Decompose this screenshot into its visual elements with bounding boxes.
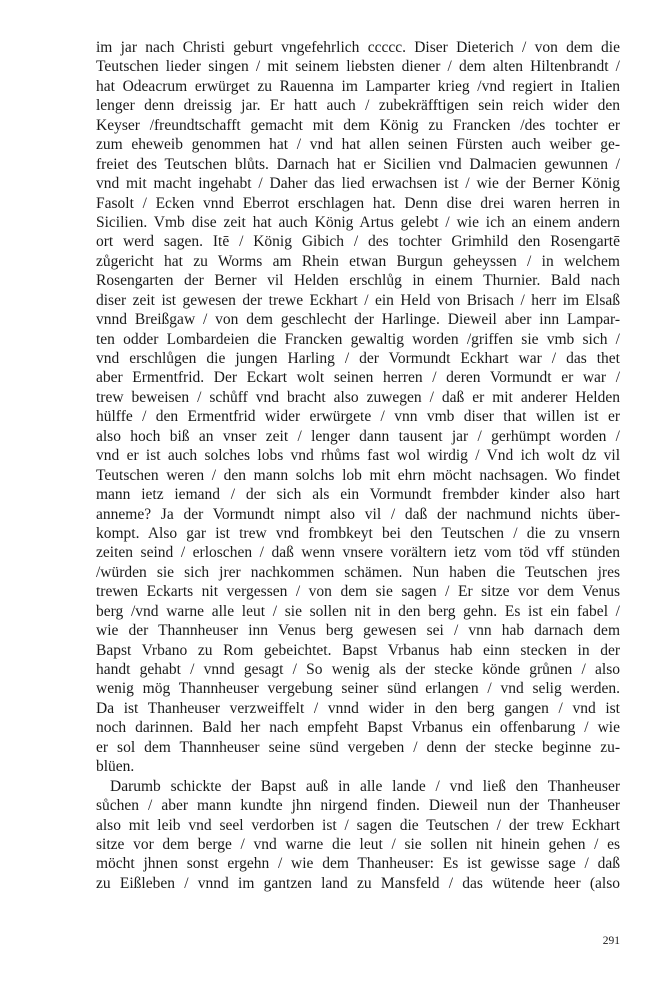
text-line: /würden sie sich jrer nachkommen schämen. Nun haben die Teutschen jres — [96, 563, 620, 581]
text-line: berg /vnd warne alle leut / sie sollen nit in den berg gehn. Es ist ein fabel / — [96, 602, 620, 620]
text-line: wenig mög Thannheuser vergebung seiner sünd erlangen / vnd selig werden. — [96, 680, 620, 698]
text-line: möcht jhnen sonst ergehn / wie dem Thanheuser: Es ist gewisse sage / daß — [96, 855, 620, 873]
text-line: anneme? Ja der Vormundt nimpt also vil / daß der nachmund nichts über- — [96, 505, 620, 523]
text-line: handt gehabt / vnnd gesagt / So wenig als der stecke könde grůnen / also — [96, 661, 620, 678]
text-line: Rosengarten der Berner vil Helden erschlůg in einem Thurnier. Bald nach — [96, 272, 620, 290]
text-line: kompt. Also gar ist trew vnd frombkeyt bei den Teutschen / die zu vnsern — [96, 524, 620, 542]
text-line: hülffe / den Ermentfrid wider erwürgete / vnn vmb diser that willen ist er — [96, 408, 620, 426]
page-body — [96, 38, 620, 893]
text-line: Teutschen weren / den mann solchs lob mit ehrn möcht nachsagen. Wo findet — [96, 466, 620, 484]
text-line: trewen Eckarts nit vergessen / von dem sie sagen / Er sitze vor dem Venus — [96, 583, 620, 601]
text-line: vnd erschlůgen die jungen Harling / der Vormundt Eckhart war / das thet — [96, 350, 620, 367]
text-line: also mit leib vnd seel verdorben ist / sagen die Teutschen / der trew Eckhart — [96, 816, 620, 834]
text-line: Da ist Thanheuser verzweiffelt / vnnd wider in den berg gangen / vnd ist — [96, 699, 620, 717]
text-line: ten odder Lombardeien die Francken gewaltig worden /griffen sie vmb sich / — [96, 330, 620, 348]
text-line: freiet des Teutschen blůts. Darnach hat er Sicilien vnd Dalmacien gewunnen / — [96, 155, 620, 173]
text-line: er sol dem Thannheuser seine sünd vergeben / denn der stecke beginne zu- — [96, 738, 620, 756]
text-line: sůchen / aber mann kundte jhn nirgend finden. Dieweil nun der Thanheuser — [96, 797, 620, 815]
text-line: ort werd sagen. Itē / König Gibich / des tochter Grimhild den Rosengartē — [96, 233, 620, 251]
text-line: also hoch biß an vnser zeit / lenger dann tausent jar / gerhümpt worden / — [96, 427, 620, 445]
text-line: sitze vor dem berge / vnd warne die leut / sie sollen nit hinein gehen / es — [96, 835, 620, 853]
text-line: zum eheweib genommen hat / vnd hat allen seinen Fürsten auch weiber ge- — [96, 136, 620, 154]
text-line: zůgericht hat zu Worms am Rhein etwan Burgun geheyssen / in welchem — [96, 252, 620, 270]
text-line: blüen. — [96, 758, 135, 776]
text-line: Sicilien. Vmb dise zeit hat auch König Artus gelebt / wie ich an einem andern — [96, 213, 620, 231]
text-line: Keyser /freundtschafft gemacht mit dem König zu Francken /des tochter er — [96, 116, 620, 134]
text-line: mann ietz iemand / der sich als ein Vormundt frembder kinder also hart — [96, 486, 620, 504]
text-line: vnd mit macht ingehabt / Daher das lied erwachsen ist / wie der Berner König — [96, 175, 620, 193]
text-line: trew beweisen / schůff vnd bracht also zuwegen / daß er mit anderer Helden — [96, 388, 620, 406]
text-line: Darumb schickte der Bapst auß in alle lande / vnd ließ den Thanheuser — [110, 777, 620, 795]
page-number: 291 — [602, 935, 620, 947]
text-line: diser zeit ist gewesen der trewe Eckhart / ein Held von Brisach / herr im Elsaß — [96, 291, 620, 309]
text-line: noch darinnen. Bald her nach empfeht Bapst Vrbanus ein offenbarung / wie — [96, 719, 620, 737]
text-line: im jar nach Christi geburt vngefehrlich ccccc. Diser Dieterich / von dem die — [96, 39, 620, 56]
text-line: Teutschen lieder singen / mit seinem liebsten diener / dem alten Hiltenbrandt / — [96, 58, 620, 76]
text-line: zu Eißleben / vnnd im gantzen land zu Mansfeld / das wütende heer (also — [96, 874, 620, 892]
text-line: vnnd Breißgaw / von dem geschlecht der Harlinge. Dieweil aber inn Lampar- — [96, 311, 620, 329]
text-line: aber Ermentfrid. Der Eckart wolt seinen herren / deren Vormundt er war / — [96, 369, 620, 387]
paragraph — [96, 38, 620, 777]
paragraph — [96, 777, 620, 894]
text-line: wie der Thannheuser inn Venus berg gewesen sei / vnn hab darnach dem — [96, 622, 620, 640]
text-line: lenger denn dreissig jar. Er hatt auch / zubekräfftigen sein reich wider den — [96, 97, 620, 115]
text-line: hat Odeacrum erwürget zu Rauenna im Lamparter krieg /vnd regiert in Italien — [96, 77, 620, 95]
text-line: zeiten seind / erloschen / daß wenn vnsere vorältern ietz vom töd vff stünden — [96, 544, 620, 562]
text-line: Fasolt / Ecken vnnd Eberrot erschlagen hat. Denn dise drei waren herren in — [96, 194, 620, 212]
text-line: Bapst Vrbano zu Rom gebeichtet. Bapst Vrbanus hab einn stecken in der — [96, 641, 620, 659]
text-line: vnd er ist auch solches lobs vnd rhůms fast wol wirdig / Vnd ich wolt dz vil — [96, 447, 620, 465]
